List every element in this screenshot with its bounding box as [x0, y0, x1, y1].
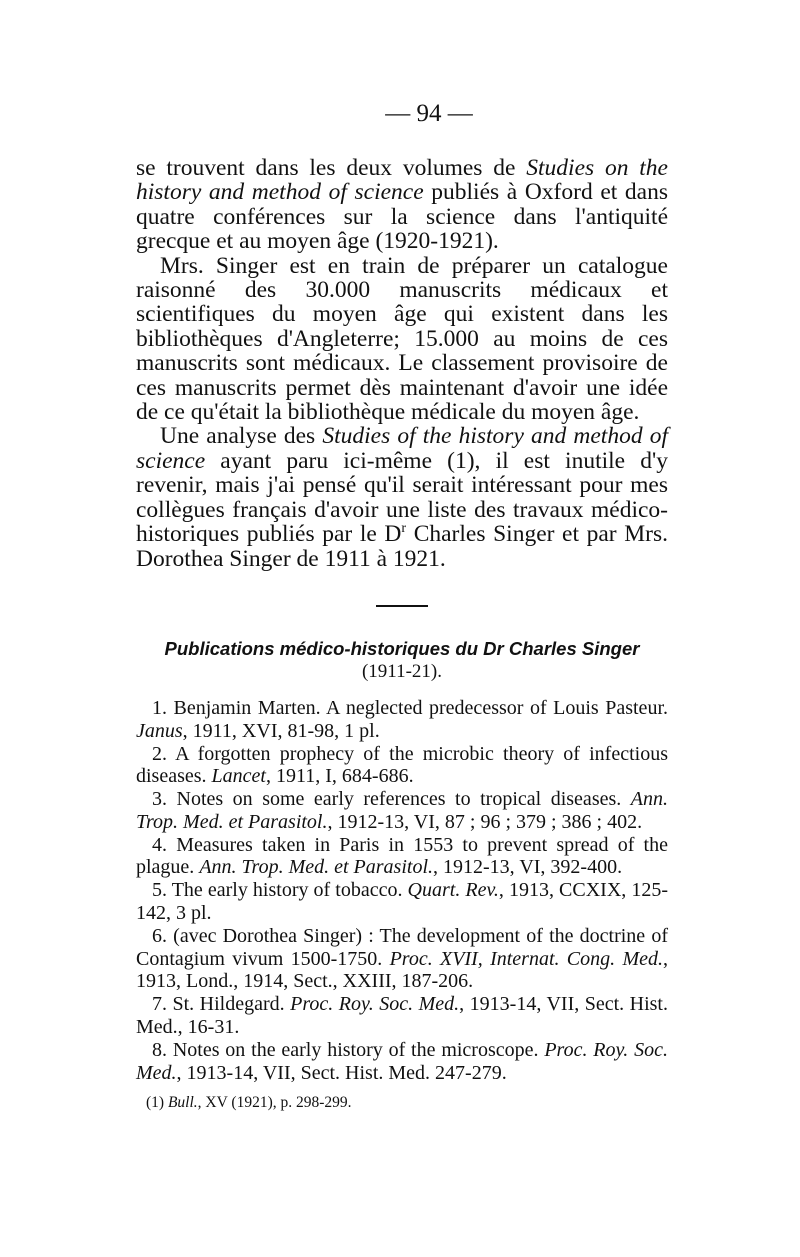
body-text: [136, 156, 668, 571]
list-item: 8. Notes on the early history of the microscope. Proc. Roy. Soc. Med., 1913-14, VII, Sect. Hist. Med. 247-279.: [136, 1038, 668, 1084]
paragraph-1-book-title: Studies on the history and method of science: [136, 155, 668, 206]
page-number: — 94 —: [385, 100, 473, 127]
paragraph-3-text-c: ayant paru ici-même (1), il est inutile d'y revenir, mais j'ai pensé qu'il serait intéressant pour mes collègues français d'avoir une liste des travaux médico-historiques publiés par le D: [136, 447, 668, 548]
paragraph-3-book-title: Studies of the history and method of science: [136, 423, 668, 474]
footnote: (1) Bull., XV (1921), p. 298-299.: [146, 1094, 352, 1112]
paragraph-1-text-a: se trouvent dans les deux volumes de: [136, 155, 527, 181]
section-divider: [376, 605, 428, 607]
paragraph-2: Mrs. Singer est en train de préparer un catalogue raisonné des 30.000 manuscrits médicaux et scientifiques du moyen âge qui existent dans les bibliothèques d'Angleterre; 15.000 au moins de ces manuscrits sont médicaux. Le classement provisoire de ces manuscrits permet dès maintenant d'avoir une idée de ce qu'était la bibliothèque médicale du moyen âge.: [136, 252, 668, 426]
list-item: 2. A forgotten prophecy of the microbic theory of infectious diseases. Lancet, 1911, I, 684-686.: [136, 742, 668, 788]
list-item: 3. Notes on some early references to tropical diseases. Ann. Trop. Med. et Parasitol., 1912-13, VI, 87 ; 96 ; 379 ; 386 ; 402.: [136, 788, 668, 833]
paragraph-3-text-a: Une analyse des: [160, 423, 323, 450]
list-item: 7. St. Hildegard. Proc. Roy. Soc. Med., 1913-14, VII, Sect. Hist. Med., 16-31.: [136, 993, 668, 1039]
paragraph-3: [136, 424, 668, 570]
list-item: 6. (avec Dorothea Singer) : The development of the doctrine of Contagium vivum 1500-1750. Proc. XVII, Internat. Cong. Med., 1913, Lond., 1914, Sect., XXIII, 187-206.: [136, 924, 668, 993]
list-item: 1. Benjamin Marten. A neglected predecessor of Louis Pasteur. Janus, 1911, XVI, 81-98, 1 pl.: [136, 696, 668, 742]
page: [136, 100, 668, 1112]
list-item: 5. The early history of tobacco. Quart. Rev., 1913, CCXIX, 125-142, 3 pl.: [136, 879, 668, 925]
paragraph-3-text-d: Charles Singer et par Mrs. Dorothea Singer de 1911 à 1921.: [136, 521, 668, 572]
section-title: Publications médico-historiques du Dr Charles Singer: [164, 637, 640, 659]
paragraph-1: [136, 156, 668, 254]
paragraph-1-text-c: publiés à Oxford et dans quatre conférences sur la science dans l'antiquité grecque et au moyen âge (1920-1921).: [136, 179, 668, 255]
section-subtitle: (1911-21).: [361, 660, 443, 682]
list-item: 4. Measures taken in Paris in 1553 to prevent spread of the plague. Ann. Trop. Med. et Parasitol., 1912-13, VI, 392-400.: [136, 833, 668, 879]
publication-list: [136, 697, 668, 1085]
paragraph-3-superscript: r: [401, 520, 407, 537]
